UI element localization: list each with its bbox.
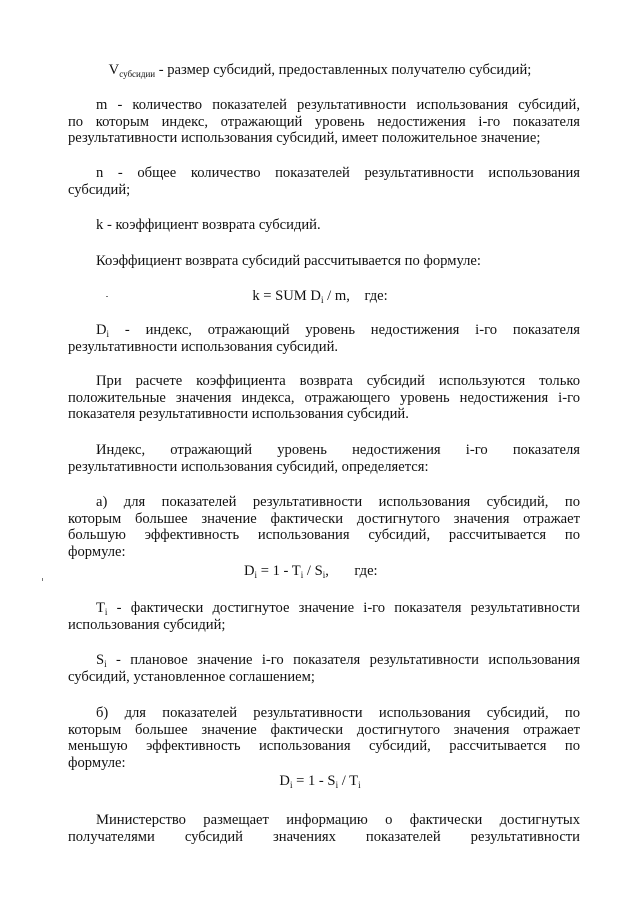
text-line: б) для показателей результативности использования субсидий, по: [96, 705, 580, 721]
v-definition-text: - размер субсидий, предоставленных получателю субсидий;: [158, 62, 532, 78]
subscript-i: i: [335, 780, 339, 790]
text-line: Индекс, отражающий уровень недостижения i-го показателя: [96, 442, 580, 458]
subscript-i: i: [320, 295, 324, 305]
subscript-i: i: [104, 607, 108, 617]
index-intro: [68, 442, 580, 475]
subscript-i: i: [289, 780, 293, 790]
subscript-i: i: [106, 329, 110, 339]
d-definition: [68, 322, 580, 355]
text-line: результативности использования субсидий, имеет положительное значение;: [68, 130, 541, 147]
k-definition: [68, 217, 580, 234]
text-line: использования субсидий;: [68, 616, 226, 633]
text-line: показателя результативности использования субсидий.: [68, 406, 409, 423]
case-a: [68, 494, 580, 560]
scan-mark: [42, 578, 43, 581]
text-line: Коэффициент возврата субсидий рассчитывается по формуле:: [96, 253, 481, 269]
v-definition: [0, 62, 640, 79]
n-definition: [68, 165, 580, 198]
text-line: формуле:: [68, 754, 126, 771]
subscript-i: i: [104, 659, 107, 669]
subscript-i: i: [254, 570, 258, 580]
m-definition: [68, 97, 580, 147]
text-line: $D_i$ - индекс, отражающий уровень недостижения i-го показателя: [96, 322, 580, 339]
k-formula-intro: [68, 253, 580, 270]
text-line: а) для показателей результативности использования субсидий, по: [96, 494, 580, 510]
formula-b: $D_i = 1 - S_i / T_i$: [279, 773, 361, 790]
symbol-v: V: [108, 62, 120, 78]
symbol-v-subscript: субсидии: [119, 69, 156, 79]
text-line: положительные значения индекса, отражающего уровень недостижения i-го: [68, 389, 580, 406]
text-line: Министерство размещает информацию о фактически достигнутых: [96, 812, 580, 828]
ministry-paragraph: [68, 812, 580, 845]
text-line: по которым индекс, отражающий уровень недостижения i-го показателя: [68, 113, 580, 130]
text-line: n - общее количество показателей результативности использования: [96, 165, 580, 181]
subscript-i: i: [322, 570, 326, 580]
formula-k: k = SUM $D_i$ / m, где:: [252, 288, 388, 305]
scan-mark: [106, 296, 108, 297]
text-line: получателями субсидий значениях показателей результативности: [68, 828, 580, 845]
formula-a: $D_i = 1 - T_i / S_i$, где:: [244, 563, 378, 580]
text-line: которым большее значение фактически достигнутого значения отражает: [68, 721, 580, 738]
text-line: субсидий, установленное соглашением;: [68, 668, 315, 685]
subscript-i: i: [300, 570, 304, 580]
text-line: результативности использования субсидий, определяется:: [68, 458, 429, 475]
text-line: меньшую эффективность использования субсидий, рассчитывается по: [68, 738, 580, 755]
text-line: $T_i$ - фактически достигнутое значение i-го показателя результативности: [96, 600, 580, 617]
text-line: $S_i$ - плановое значение i-го показателя результативности использования: [96, 652, 580, 669]
text-line: субсидий;: [68, 181, 131, 198]
text-line: которым большее значение фактически достигнутого значения отражает: [68, 510, 580, 527]
t-definition: [68, 600, 580, 633]
text-line: m - количество показателей результативности использования субсидий,: [96, 97, 580, 113]
text-line: При расчете коэффициента возврата субсидий используются только: [96, 373, 580, 389]
text-line: результативности использования субсидий.: [68, 338, 339, 355]
positive-values-note: [68, 373, 580, 423]
text-line: k - коэффициент возврата субсидий.: [96, 217, 321, 233]
case-b: [68, 705, 580, 771]
text-line: большую эффективность использования субсидий, рассчитывается по: [68, 527, 580, 544]
text-line: формуле:: [68, 543, 126, 560]
subscript-i: i: [358, 780, 361, 790]
s-definition: [68, 652, 580, 685]
